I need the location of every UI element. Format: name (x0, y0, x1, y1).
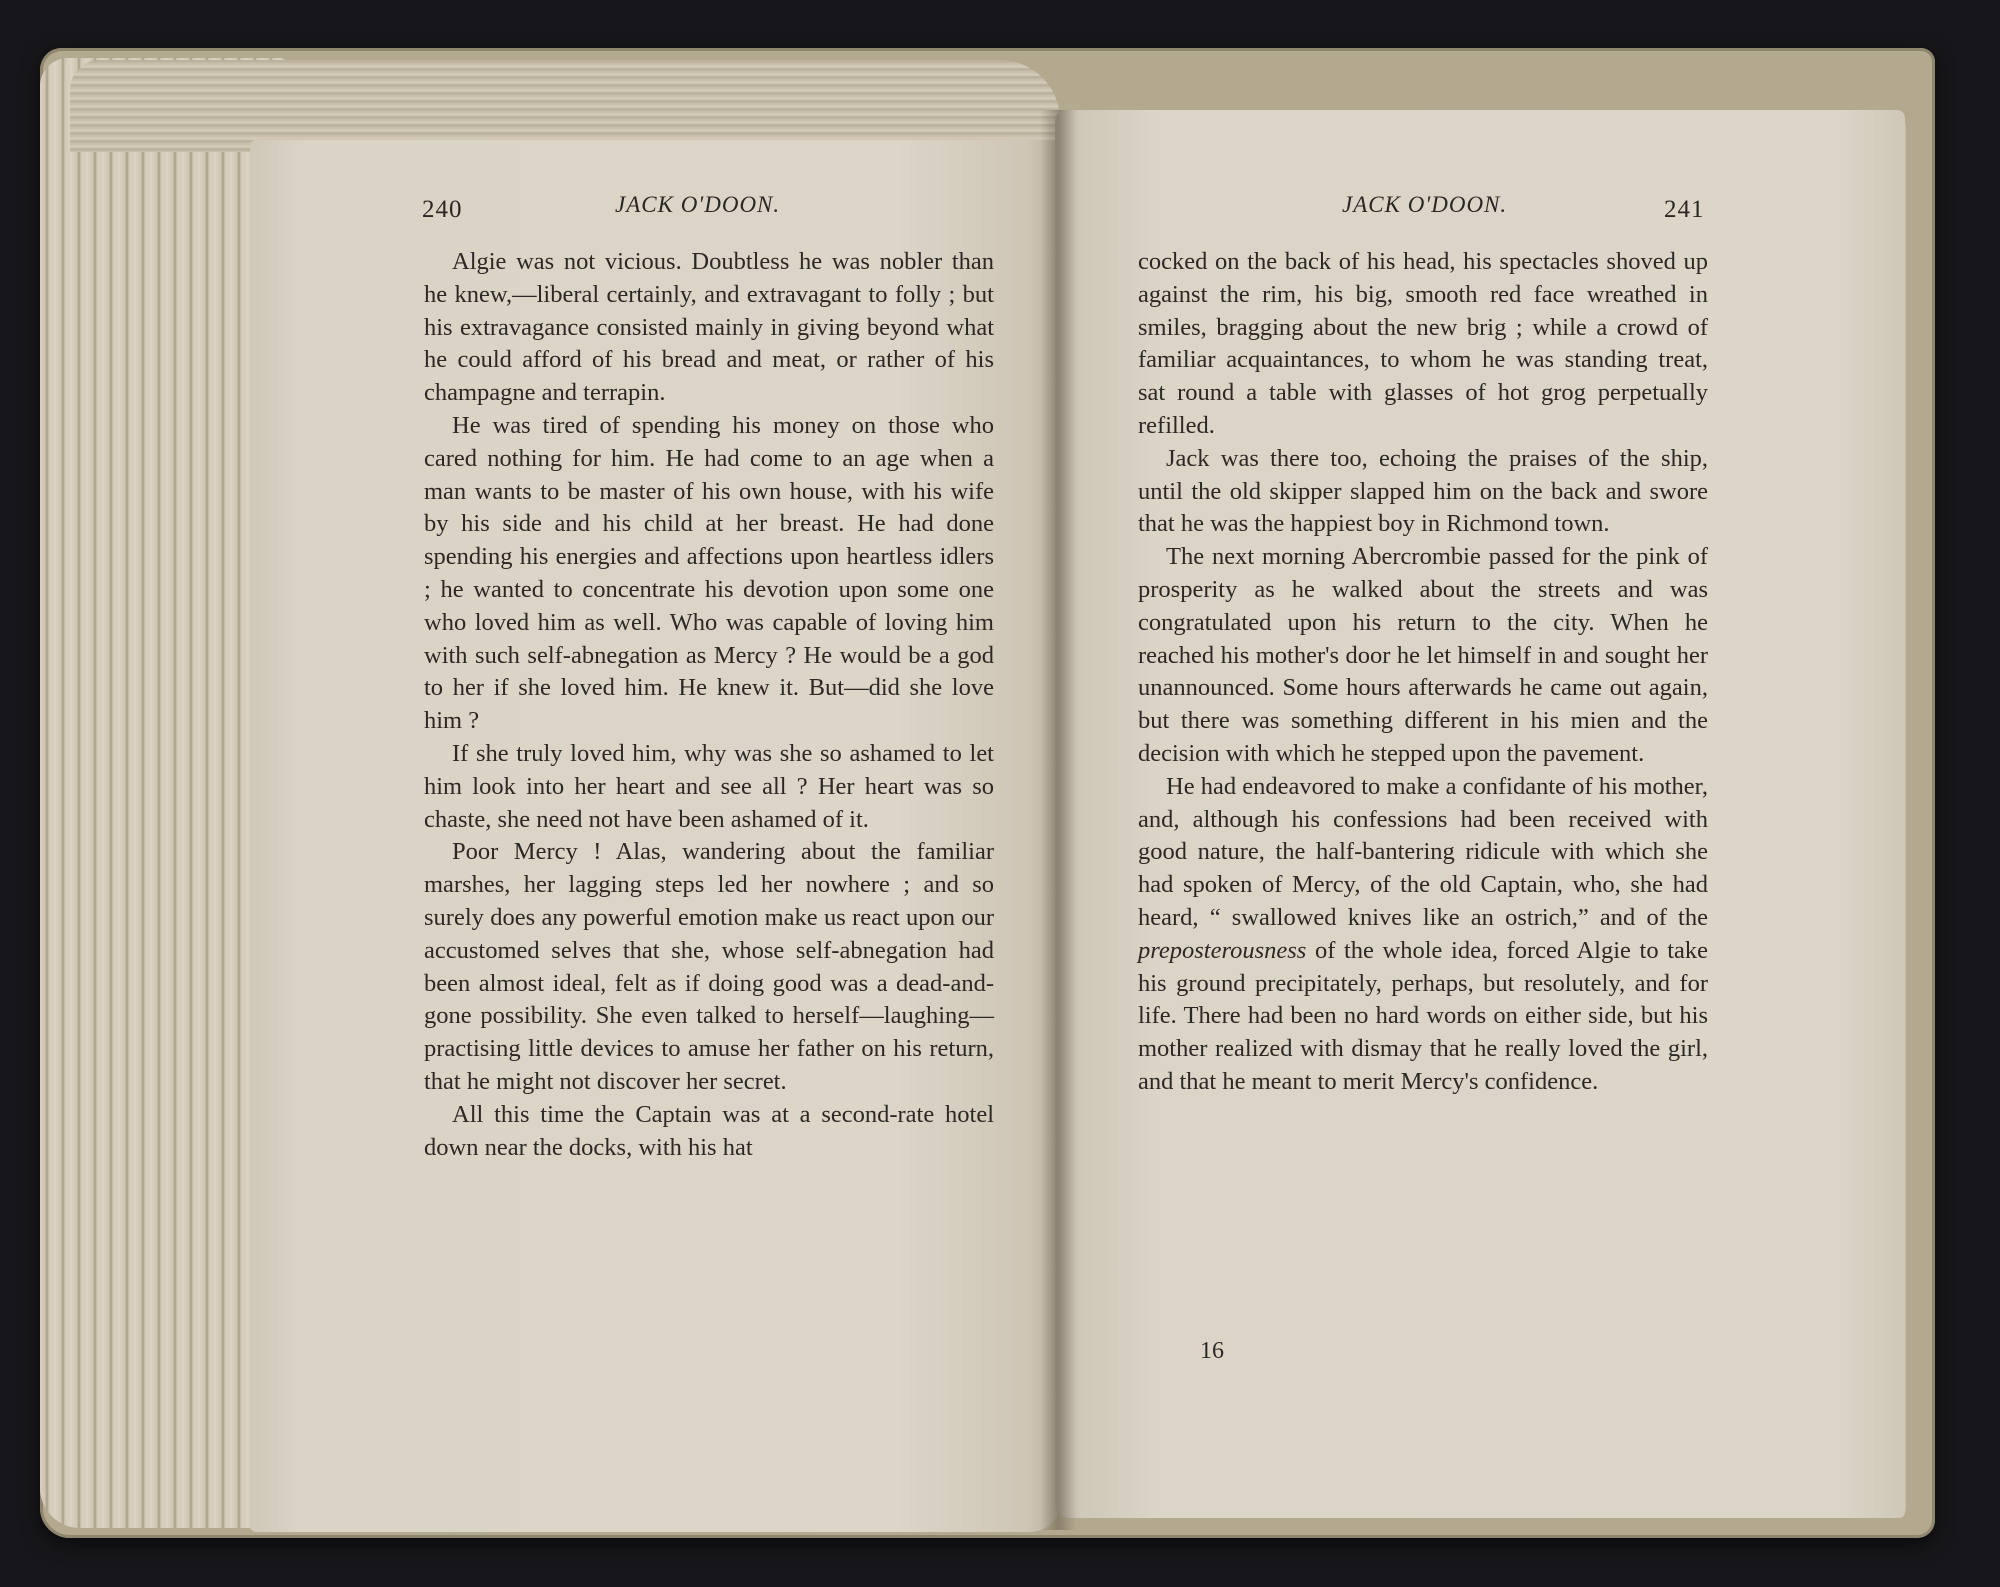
left-page-number: 240 (422, 196, 463, 223)
left-paragraph: Poor Mercy ! Alas, wandering about the familiar marshes, her lagging steps led her nowhere ; and so surely does any powerful emotion make us react upon our accustomed selves that she, whose self-abnegation had been almost ideal, felt as if doing good was a dead-and-gone possibility. She even talked to herself—laughing—practising little devices to amuse her father on his return, that he might not discover her secret. (424, 838, 994, 1095)
right-paragraph (1138, 771, 1708, 1099)
right-paragraph: Jack was there too, echoing the praises of the ship, until the old skipper slapped him on the back and swore that he was the happiest boy in Richmond town. (1138, 444, 1708, 538)
left-paragraph: He was tired of spending his money on those who cared nothing for him. He had come to an age when a man wants to be master of his own house, with his wife by his side and his child at her breast. He had done spending his energies and affections upon heartless idlers ; he wanted to concentrate his devotion upon some one who loved him as well. Who was capable of loving him with such self-abnegation as Mercy ? He would be a god to her if she loved him. He knew it. But—did she love him ? (424, 411, 994, 735)
right-page-header (1138, 192, 1708, 236)
right-paragraph: The next morning Abercrombie passed for the pink of prosperity as he walked about the streets and was congratulated upon his return to the city. When he reached his mother's door he let himself in and sought her unannounced. Some hours afterwards he came out again, but there was something different in his mien and the decision with which he stepped upon the pavement. (1138, 543, 1708, 767)
italic-word: preposterousness (1138, 936, 1307, 964)
left-paragraph: All this time the Captain was at a second-rate hotel down near the docks, with his hat (424, 1100, 994, 1161)
page-block-edge (40, 58, 285, 1528)
right-paragraph-part: of the whole idea, forced Algie to take his ground precipitately, perhaps, but resolutely, and for life. There had been no hard words on either side, but his mother realized with dismay that he really loved the girl, and that he meant to merit Mercy's confidence. (1138, 936, 1708, 1095)
right-page-text (1138, 246, 1708, 1099)
right-page-number: 241 (1664, 196, 1705, 223)
gutter-shadow (1040, 110, 1076, 1530)
right-paragraph-part: He had endeavored to make a confidante of his mother, and, although his confessions had been received with good nature, the half-bantering ridicule with which she had spoken of Mercy, of the old Captain, who, she had heard, “ swallowed knives like an ostrich,” and of the (1138, 772, 1708, 931)
left-page-text (424, 246, 994, 1164)
right-running-title: JACK O'DOON. (1342, 192, 1508, 217)
left-paragraph: If she truly loved him, why was she so ashamed to let him look into her heart and see all ? Her heart was so chaste, she need not have been ashamed of it. (424, 739, 994, 833)
right-paragraph: cocked on the back of his head, his spectacles shoved up against the rim, his big, smooth red face wreathed in smiles, bragging about the new brig ; while a crowd of familiar acquaintances, to whom he was standing treat, sat round a table with glasses of hot grog perpetually refilled. (1138, 248, 1708, 439)
left-running-title: JACK O'DOON. (615, 192, 781, 217)
signature-mark: 16 (1200, 1338, 1224, 1364)
left-paragraph: Algie was not vicious. Doubtless he was nobler than he knew,—liberal certainly, and extravagant to folly ; but his extravagance consisted mainly in giving beyond what he could afford of his bread and meat, or rather of his champagne and terrapin. (424, 248, 994, 407)
left-page-header (422, 192, 992, 236)
page-block-top-edge (70, 60, 1060, 152)
